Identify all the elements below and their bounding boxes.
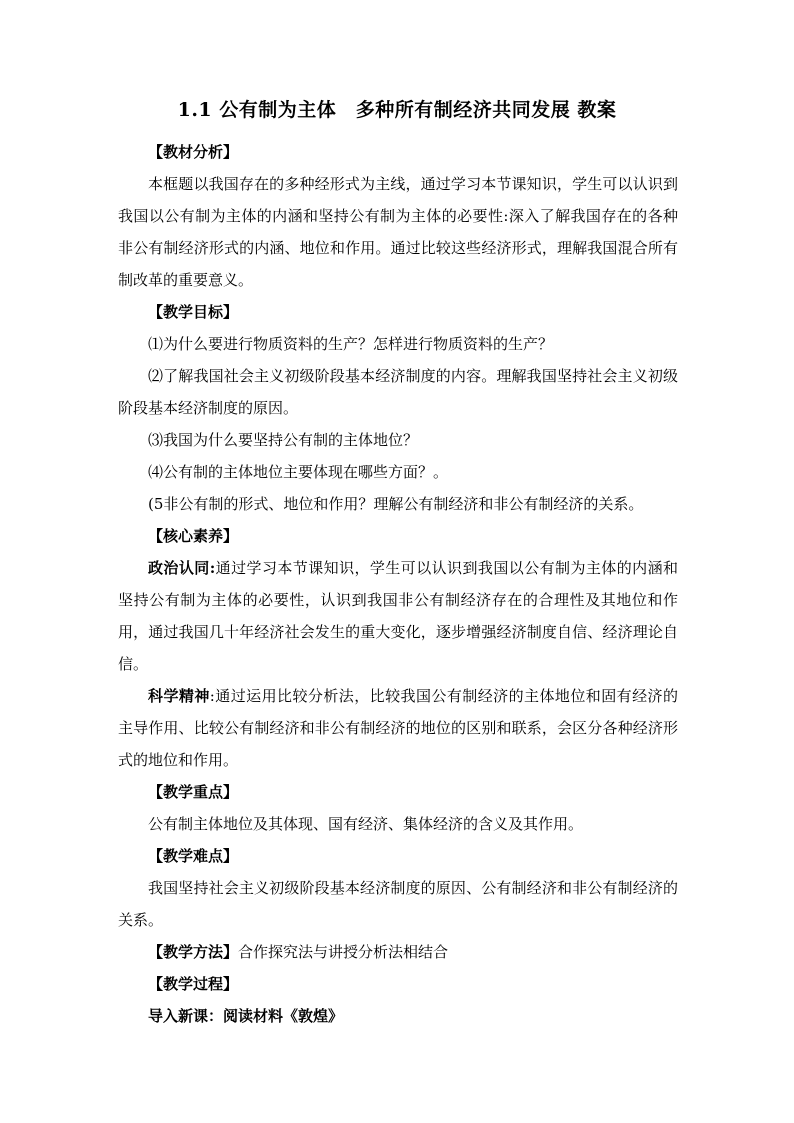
methods-line — [118, 936, 678, 968]
methods-text: 合作探究法与讲授分析法相结合 — [238, 943, 449, 961]
objective-item-5: (5非公有制的形式、地位和作用？理解公有制经济和非公有制经济的关系。 — [148, 495, 644, 513]
objective-item-1: ⑴为什么要进行物质资料的生产？怎样进行物质资料的生产？ — [148, 335, 554, 353]
objective-item-4: ⑷公有制的主体地位主要体现在哪些方面？。 — [148, 463, 449, 481]
key-points-heading: 【教学重点】 — [148, 783, 239, 801]
document-body — [118, 136, 678, 1032]
scientific-spirit-label: 科学精神 — [148, 687, 210, 705]
literacy-heading: 【核心素养】 — [148, 527, 239, 545]
key-points-text: 公有制主体地位及其体现、国有经济、集体经济的含义及其作用。 — [148, 815, 584, 833]
political-identity-label: 政治认同: — [148, 559, 216, 577]
political-identity-paragraph — [118, 552, 678, 680]
scientific-spirit-text: :通过运用比较分析法，比较我国公有制经济的主体地位和固有经济的主导作用、比较公有制经济和非公有制经济的地位的区别和联系，会区分各种经济形式的地位和作用。 — [118, 687, 678, 769]
methods-heading: 【教学方法】 — [148, 943, 239, 961]
process-intro: 导入新课：阅读材料《敦煌》 — [148, 1007, 344, 1025]
process-heading: 【教学过程】 — [148, 975, 239, 993]
objective-item-3: ⑶我国为什么要坚持公有制的主体地位？ — [148, 431, 419, 449]
scientific-spirit-paragraph — [118, 680, 678, 776]
political-identity-text: 通过学习本节课知识，学生可以认识到我国以公有制为主体的内涵和坚持公有制为主体的必要性，认识到我国非公有制经济存在的合理性及其地位和作用，通过我国几十年经济社会发生的重大变化，逐步增强经济制度自信、经济理论自信。 — [118, 559, 678, 673]
objectives-heading: 【教学目标】 — [148, 303, 239, 321]
analysis-text: 本框题以我国存在的多种经形式为主线，通过学习本节课知识，学生可以认识到我国以公有制为主体的内涵和坚持公有制为主体的必要性:深入了解我国存在的各种非公有制经济形式的内涵、地位和作用。通过比较这些经济形式，理解我国混合所有制改革的重要意义。 — [118, 175, 678, 289]
analysis-heading: 【教材分析】 — [148, 143, 239, 161]
document-title: 1.1 公有制为主体 多种所有制经济共同发展 教案 — [177, 99, 617, 121]
objective-item-2: ⑵了解我国社会主义初级阶段基本经济制度的内容。理解我国坚持社会主义初级阶段基本经济制度的原因。 — [118, 367, 678, 417]
difficulties-text: 我国坚持社会主义初级阶段基本经济制度的原因、公有制经济和非公有制经济的关系。 — [118, 879, 678, 929]
difficulties-heading: 【教学难点】 — [148, 847, 239, 865]
